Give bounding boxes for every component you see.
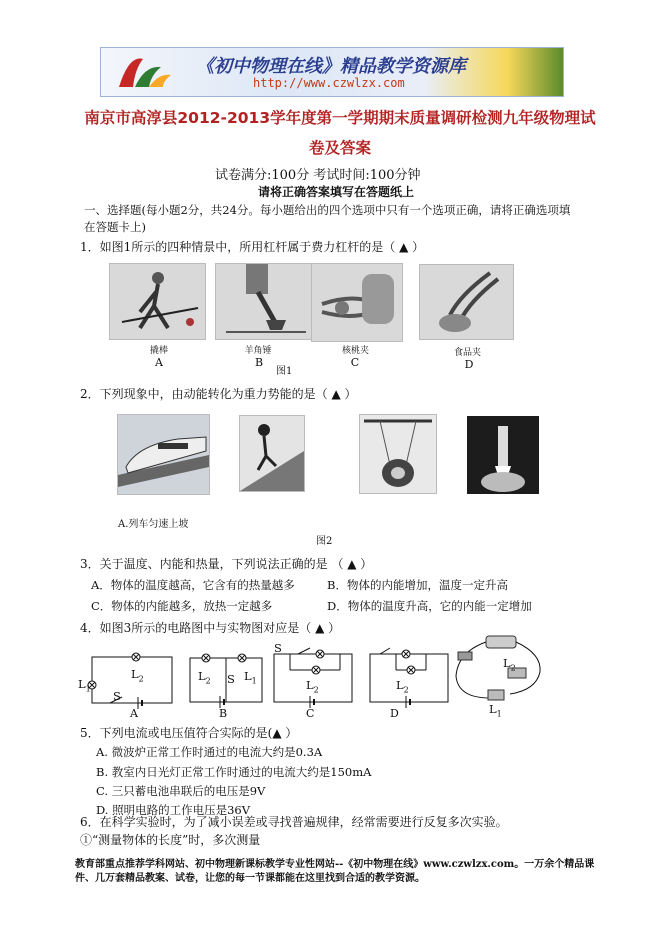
nutcracker-figure-icon [312, 264, 402, 341]
q2-fig-label: 图2 [316, 536, 333, 547]
section1-line1: 一、选择题(每小题2分，共24分。每小题给出的四个选项中只有一个选项正确，请将正确选项填 [84, 203, 571, 217]
q1-letter-a: A [155, 356, 163, 369]
circuit-a-diagram [78, 645, 178, 710]
q2-image-train [117, 414, 210, 495]
q5-option-a: A. 微波炉正常工作时通过的电流大约是0.3A [96, 745, 323, 759]
q1-caption-c: 核桃夹 [341, 346, 369, 356]
circuit-c-l2-label: $L_2$ [306, 678, 319, 695]
q3-option-b: B．物体的内能增加，温度一定升高 [327, 578, 508, 592]
q2-stem: 2．下列现象中，由动能转化为重力势能的是（ ▲ ） [80, 387, 357, 401]
q4-letter-a: A [130, 707, 138, 720]
q3-option-d: D．物体的温度升高，它的内能一定增加 [327, 599, 532, 613]
q5-option-d: D. 照明电路的工作电压是36V [96, 803, 251, 817]
physical-l1-label: $L_1$ [489, 702, 502, 719]
q4-letter-d: D [390, 707, 399, 720]
site-logo [109, 51, 179, 93]
doc-title-line1: 南京市高淳县2012-2013学年度第一学期期末质量调研检测九年级物理试 [84, 109, 596, 127]
q2-image-rocket [467, 416, 539, 494]
circuit-c-diagram [270, 642, 356, 708]
q5-option-c: C. 三只蓄电池串联后的电压是9V [96, 784, 266, 798]
footer-note: 教育部重点推荐学科网站、初中物理新课标教学专业性网站--《初中物理在线》www.czwlzx.com。一万余个精品课件、几万套精品教案、试卷，让您的每一节课都能在这里找到合适的教学资源。 [75, 859, 595, 884]
circuit-a-s-label: S [113, 689, 121, 703]
pendulum-figure-icon [360, 415, 436, 493]
q2-image-skier [239, 415, 305, 492]
score-info: 试卷满分:100分 考试时间:100分钟 [215, 168, 421, 183]
q1-image-food-clip [419, 264, 514, 340]
circuit-d-diagram [366, 642, 452, 708]
q1-image-nutcracker [311, 263, 403, 342]
q3-option-a: A．物体的温度越高，它含有的热量越多 [91, 578, 295, 592]
q4-letter-b: B [219, 707, 228, 720]
header-banner [100, 47, 564, 97]
q1-image-hammer [215, 263, 317, 340]
physical-l2-label: $L_2$ [503, 656, 516, 673]
train-figure-icon [118, 415, 209, 494]
section1-line2: 在答题卡上) [84, 220, 146, 234]
notice: 请将正确答案填写在答题纸上 [258, 185, 415, 199]
q3-option-c: C．物体的内能越多，放热一定越多 [91, 599, 273, 613]
q1-caption-d: 食品夹 [453, 348, 481, 358]
circuit-b-l2-label: $L_2$ [198, 669, 211, 686]
circuit-a-l1-label: $L_1$ [78, 677, 91, 694]
q2-caption-a: A.列车匀速上坡 [118, 519, 189, 530]
q6-stem: 6．在科学实验时，为了减小误差或寻找普遍规律，经常需要进行反复多次实验。 [80, 815, 508, 829]
q5-option-b: B. 教室内日光灯正常工作时通过的电流大约是150mA [96, 765, 372, 779]
q4-letter-c: C [306, 707, 315, 720]
q1-fig-label: 图1 [276, 366, 293, 377]
q3-stem: 3．关于温度、内能和热量，下列说法正确的是 （ ▲ ） [80, 557, 373, 571]
circuit-b-l1-label: $L_1$ [244, 669, 257, 686]
q1-letter-b: B [254, 356, 264, 369]
circuit-c-s-label: S [274, 641, 282, 655]
circuit-b-s-label: S [227, 672, 235, 686]
hammer-figure-icon [216, 264, 316, 339]
q1-letter-c: C [350, 356, 360, 369]
doc-title-line2: 卷及答案 [308, 139, 371, 157]
q2-image-pendulum [359, 414, 437, 494]
rocket-figure-icon [467, 416, 539, 494]
q6-item1: ①“测量物体的长度”时，多次测量 [80, 833, 261, 847]
q4-stem: 4．如图3所示的电路图中与实物图对应是（ ▲ ） [80, 621, 341, 635]
circuit-a-l2-label: $L_2$ [131, 667, 144, 684]
banner-url[interactable]: http://www.czwlzx.com [253, 76, 405, 90]
food-clip-figure-icon [420, 265, 513, 339]
circuit-d-l2-label: $L_2$ [396, 678, 409, 695]
q5-stem: 5．下列电流或电压值符合实际的是(▲ ） [80, 726, 298, 740]
q1-image-crowbar [109, 263, 206, 340]
q1-stem: 1．如图1所示的四种情景中，所用杠杆属于费力杠杆的是（ ▲ ） [80, 240, 425, 254]
physical-circuit-image [450, 632, 546, 710]
skier-figure-icon [240, 416, 304, 491]
q1-caption-a: 撬棒 [149, 346, 168, 356]
banner-title: 《初中物理在线》精品教学资源库 [196, 56, 466, 77]
q1-letter-d: D [464, 358, 474, 371]
q1-caption-b: 羊角锤 [244, 346, 272, 356]
crowbar-figure-icon [110, 264, 205, 339]
